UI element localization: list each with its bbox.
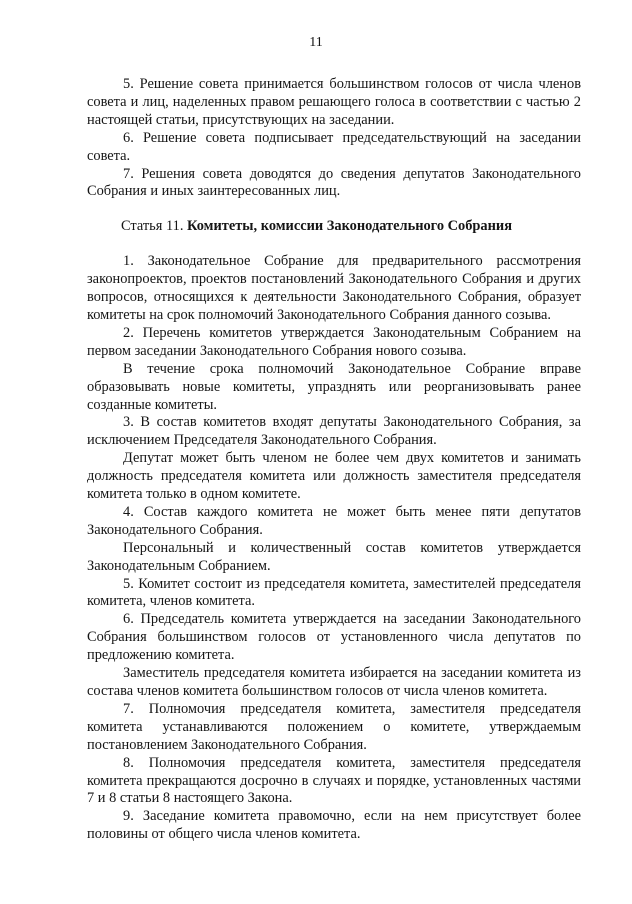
paragraph: 7. Полномочия председателя комитета, заместителя председателя комитета устанавливаются положением о комитете, утверждаемым постановлением Законодательного Собрания. bbox=[87, 700, 581, 753]
paragraph: 8. Полномочия председателя комитета, заместителя председателя комитета прекращаются досрочно в случаях и порядке, установленных частями 7 и 8 статьи 8 настоящего Закона. bbox=[87, 754, 581, 807]
paragraph: 7. Решения совета доводятся до сведения депутатов Законодательного Собрания и иных заинтересованных лиц. bbox=[87, 165, 581, 200]
document-body bbox=[87, 76, 581, 844]
article-heading bbox=[87, 218, 581, 236]
paragraph: Персональный и количественный состав комитетов утверждается Законодательным Собранием. bbox=[87, 539, 581, 574]
paragraph: 5. Комитет состоит из председателя комитета, заместителей председателя комитета, членов комитета. bbox=[87, 575, 581, 610]
article-title: Комитеты, комиссии Законодательного Собрания bbox=[187, 218, 512, 235]
paragraph: 5. Решение совета принимается большинством голосов от числа членов совета и лиц, наделенных правом решающего голоса в соответствии с частью 2 настоящей статьи, присутствующих на заседании. bbox=[87, 76, 581, 128]
paragraph: 6. Председатель комитета утверждается на заседании Законодательного Собрания большинством голосов от установленного числа депутатов по предложению комитета. bbox=[87, 611, 581, 664]
paragraph: Депутат может быть членом не более чем двух комитетов и занимать должность председателя комитета или должность заместителя председателя комитета только в одном комитете. bbox=[87, 450, 581, 503]
paragraph: 3. В состав комитетов входят депутаты Законодательного Собрания, за исключением Председателя Законодательного Собрания. bbox=[87, 414, 581, 449]
paragraph: 4. Состав каждого комитета не может быть менее пяти депутатов Законодательного Собрания. bbox=[87, 503, 581, 538]
page-number: 11 bbox=[309, 35, 323, 50]
paragraph: Заместитель председателя комитета избирается на заседании комитета из состава членов комитета большинством голосов от числа членов комитета. bbox=[87, 665, 581, 699]
paragraph: 9. Заседание комитета правомочно, если на нем присутствует более половины от общего числа членов комитета. bbox=[87, 808, 581, 843]
article-prefix: Статья 11. bbox=[121, 218, 184, 235]
paragraph: 1. Законодательное Собрание для предварительного рассмотрения законопроектов, проектов постановлений Законодательного Собрания и других вопросов, относящихся к деятельности Законодательного Собрания, образует комитеты на срок полномочий Законодательного Собрания данного созыва. bbox=[87, 253, 581, 323]
paragraph: 2. Перечень комитетов утверждается Законодательным Собранием на первом заседании Законодательного Собрания нового созыва. bbox=[87, 324, 581, 359]
paragraph: В течение срока полномочий Законодательное Собрание вправе образовывать новые комитеты, упразднять или реорганизовывать ранее созданные комитеты. bbox=[87, 360, 581, 413]
paragraph: 6. Решение совета подписывает председательствующий на заседании совета. bbox=[87, 129, 581, 164]
